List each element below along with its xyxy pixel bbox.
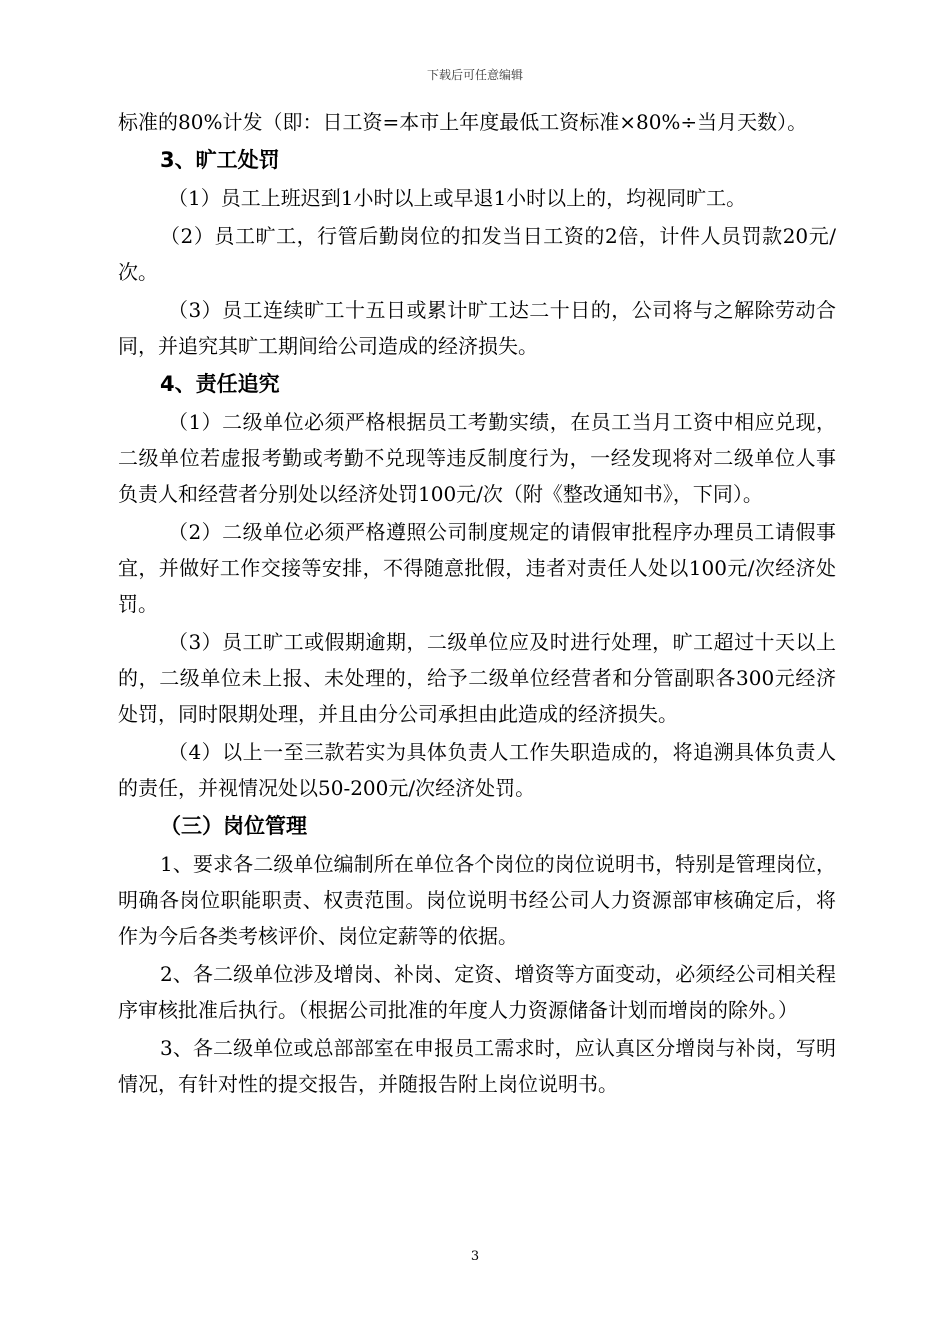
section-heading: 4、责任追究 (160, 372, 280, 396)
paragraph: （2）员工旷工，行管后勤岗位的扣发当日工资的2倍，计件人员罚款20元/次。 (118, 224, 836, 284)
page-number: 3 (470, 1249, 480, 1264)
paragraph: （1）员工上班迟到1小时以上或早退1小时以上的，均视同旷工。 (168, 186, 747, 210)
paragraph: 2、各二级单位涉及增岗、补岗、定资、增资等方面变动，必须经公司相关程序审核批准后执行。（根据公司批准的年度人力资源储备计划而增岗的除外。） (118, 962, 836, 1022)
paragraph: （3）员工旷工或假期逾期，二级单位应及时进行处理，旷工超过十天以上的，二级单位未上报、未处理的，给予二级单位经营者和分管副职各300元经济处罚，同时限期处理，并且由分公司承担由此造成的经济损失。 (118, 630, 836, 726)
paragraph: （4）以上一至三款若实为具体负责人工作失职造成的，将追溯具体负责人的责任，并视情况处以50-200元/次经济处罚。 (118, 740, 836, 800)
section-heading: 3、旷工处罚 (160, 148, 280, 172)
paragraph: 3、各二级单位或总部部室在申报员工需求时，应认真区分增岗与补岗，写明情况，有针对性的提交报告，并随报告附上岗位说明书。 (118, 1036, 836, 1096)
paragraph: 1、要求各二级单位编制所在单位各个岗位的岗位说明书，特别是管理岗位，明确各岗位职能职责、权责范围。岗位说明书经公司人力资源部审核确定后，将作为今后各类考核评价、岗位定薪等的依据。 (118, 852, 836, 948)
document-body (118, 104, 836, 1104)
paragraph: （3）员工连续旷工十五日或累计旷工达二十日的，公司将与之解除劳动合同，并追究其旷工期间给公司造成的经济损失。 (118, 298, 836, 358)
paragraph: （1）二级单位必须严格根据员工考勤实绩，在员工当月工资中相应兑现，二级单位若虚报考勤或考勤不兑现等违反制度行为，一经发现将对二级单位人事负责人和经营者分别处以经济处罚100元/次（附《整改通知书》，下同）。 (118, 410, 836, 506)
paragraph: （2）二级单位必须严格遵照公司制度规定的请假审批程序办理员工请假事宜，并做好工作交接等安排，不得随意批假，违者对责任人处以100元/次经济处罚。 (118, 520, 836, 616)
section-heading: （三）岗位管理 (160, 814, 307, 838)
paragraph: 标准的80%计发（即：日工资=本市上年度最低工资标准×80%÷当月天数）。 (118, 110, 808, 134)
page-header: 下载后可任意编辑 (426, 68, 523, 82)
